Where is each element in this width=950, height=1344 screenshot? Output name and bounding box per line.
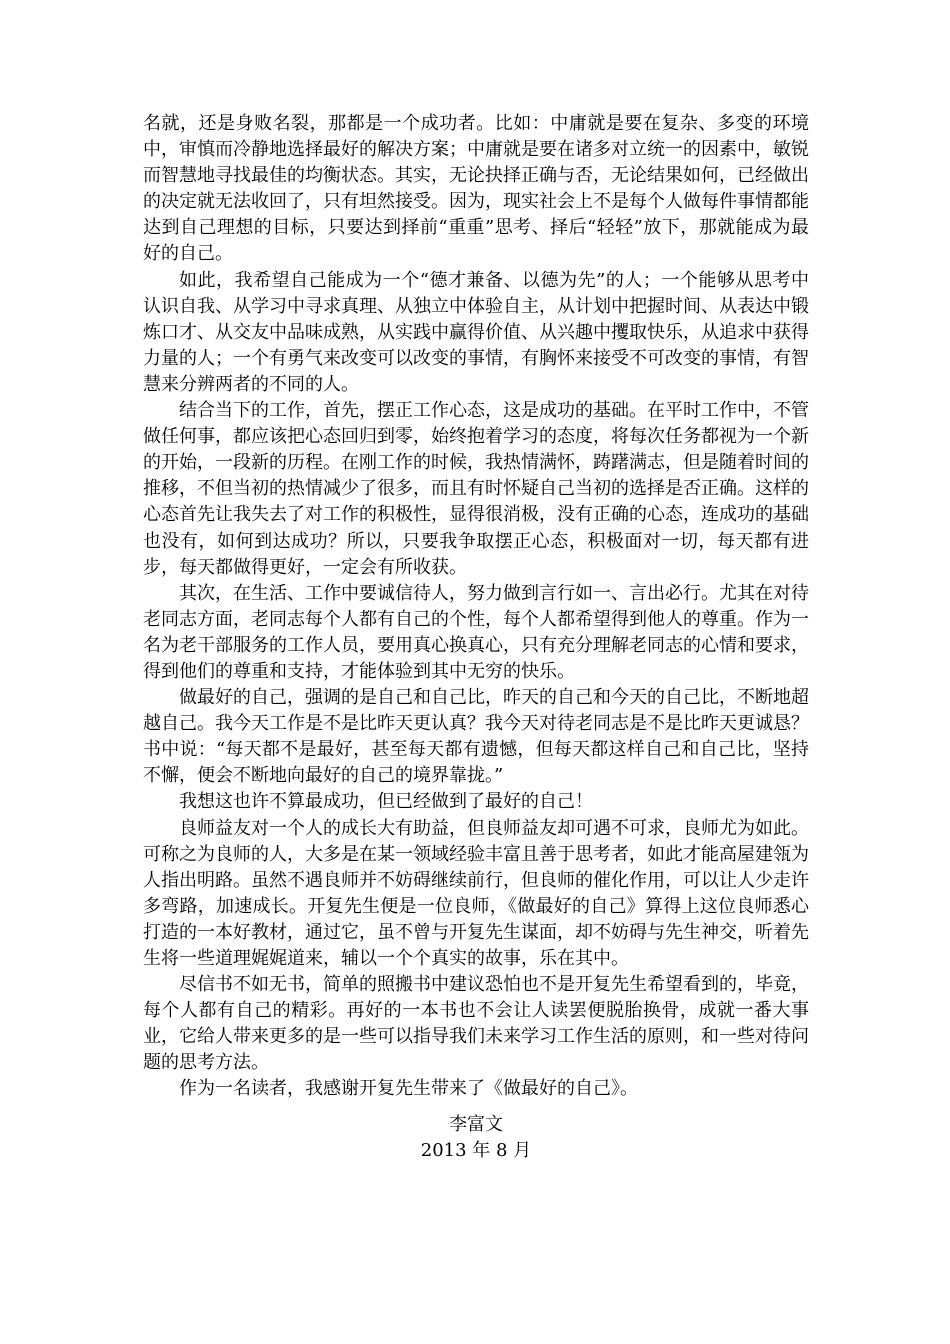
paragraph-3: 结合当下的工作，首先，摆正工作心态，这是成功的基础。在平时工作中，不管做任何事，都应该把心态回归到零，始终抱着学习的态度，将每次任务都视为一个新的开始，一段新的历程。在刚工作的时候，我热情满怀，踌躇满志，但是随着时间的推移，不但当初的热情减少了很多，而且有时怀疑自己当初的选择是否正确。这样的心态首先让我失去了对工作的积极性，显得很消极，没有正确的心态，连成功的基础也没有，如何到达成功？所以，只要我争取摆正心态，积极面对一切，每天都有进步，每天都做得更好，一定会有所收获。	[143, 400, 809, 578]
paragraph-6: 我想这也许不算最成功，但已经做到了最好的自己！	[179, 791, 593, 813]
signature-block	[143, 1112, 809, 1164]
paragraph-4: 其次，在生活、工作中要诚信待人，努力做到言行如一、言出必行。尤其在对待老同志方面，老同志每个人都有自己的个性，每个人都希望得到他人的尊重。作为一名为老干部服务的工作人员，要用真心换真心，只有充分理解老同志的心情和要求，得到他们的尊重和支持，才能体验到其中无穷的快乐。	[143, 582, 809, 682]
paragraph-5: 做最好的自己，强调的是自己和自己比，昨天的自己和今天的自己比，不断地超越自己。我今天工作是不是比昨天更认真？我今天对待老同志是不是比昨天更诚恳？书中说：“每天都不是最好，甚至每天都有遗憾，但每天都这样自己和自己比，坚持不懈，便会不断地向最好的自己的境界靠拢。”	[143, 687, 809, 787]
paragraph-8: 尽信书不如无书，简单的照搬书中建议恐怕也不是开复先生希望看到的，毕竟，每个人都有自己的精彩。再好的一本书也不会让人读罢便脱胎换骨，成就一番大事业，它给人带来更多的是一些可以指导我们未来学习工作生活的原则，和一些对待问题的思考方法。	[143, 974, 809, 1074]
paragraph-7: 良师益友对一个人的成长大有助益，但良师益友却可遇不可求，良师尤为如此。可称之为良师的人，大多是在某一领域经验丰富且善于思考者，如此才能高屋建瓴为人指出明路。虽然不遇良师并不妨碍继续前行，但良师的催化作用，可以让人少走许多弯路，加速成长。开复先生便是一位良师，《做最好的自己》算得上这位良师悉心打造的一本好教材，通过它，虽不曾与开复先生谋面，却不妨碍与先生神交，听着先生将一些道理娓娓道来，辅以一个个真实的故事，乐在其中。	[143, 817, 809, 969]
paragraph-2: 如此，我希望自己能成为一个“德才兼备、以德为先”的人；一个能够从思考中认识自我、从学习中寻求真理、从独立中体验自主，从计划中把握时间、从表达中锻炼口才、从交友中品味成熟，从实践中赢得价值、从兴趣中攫取快乐，从追求中获得力量的人；一个有勇气来改变可以改变的事情，有胸怀来接受不可改变的事情，有智慧来分辨两者的不同的人。	[143, 269, 809, 395]
author-name: 李富文	[449, 1114, 503, 1135]
signature-date: 2013 年 8 月	[420, 1140, 532, 1161]
paragraph-9: 作为一名读者，我感谢开复先生带来了《做最好的自己》。	[179, 1078, 638, 1100]
paragraph-1: 名就，还是身败名裂，那都是一个成功者。比如：中庸就是要在复杂、多变的环境中，审慎而冷静地选择最好的解决方案；中庸就是要在诸多对立统一的因素中，敏锐而智慧地寻找最佳的均衡状态。其实，无论抉择正确与否，无论结果如何，已经做出的决定就无法收回了，只有坦然接受。因为，现实社会上不是每个人做每件事情都能达到自己理想的目标，只要达到择前“重重”思考、择后“轻轻”放下，那就能成为最好的自己。	[143, 113, 809, 265]
document-body	[143, 111, 809, 1103]
